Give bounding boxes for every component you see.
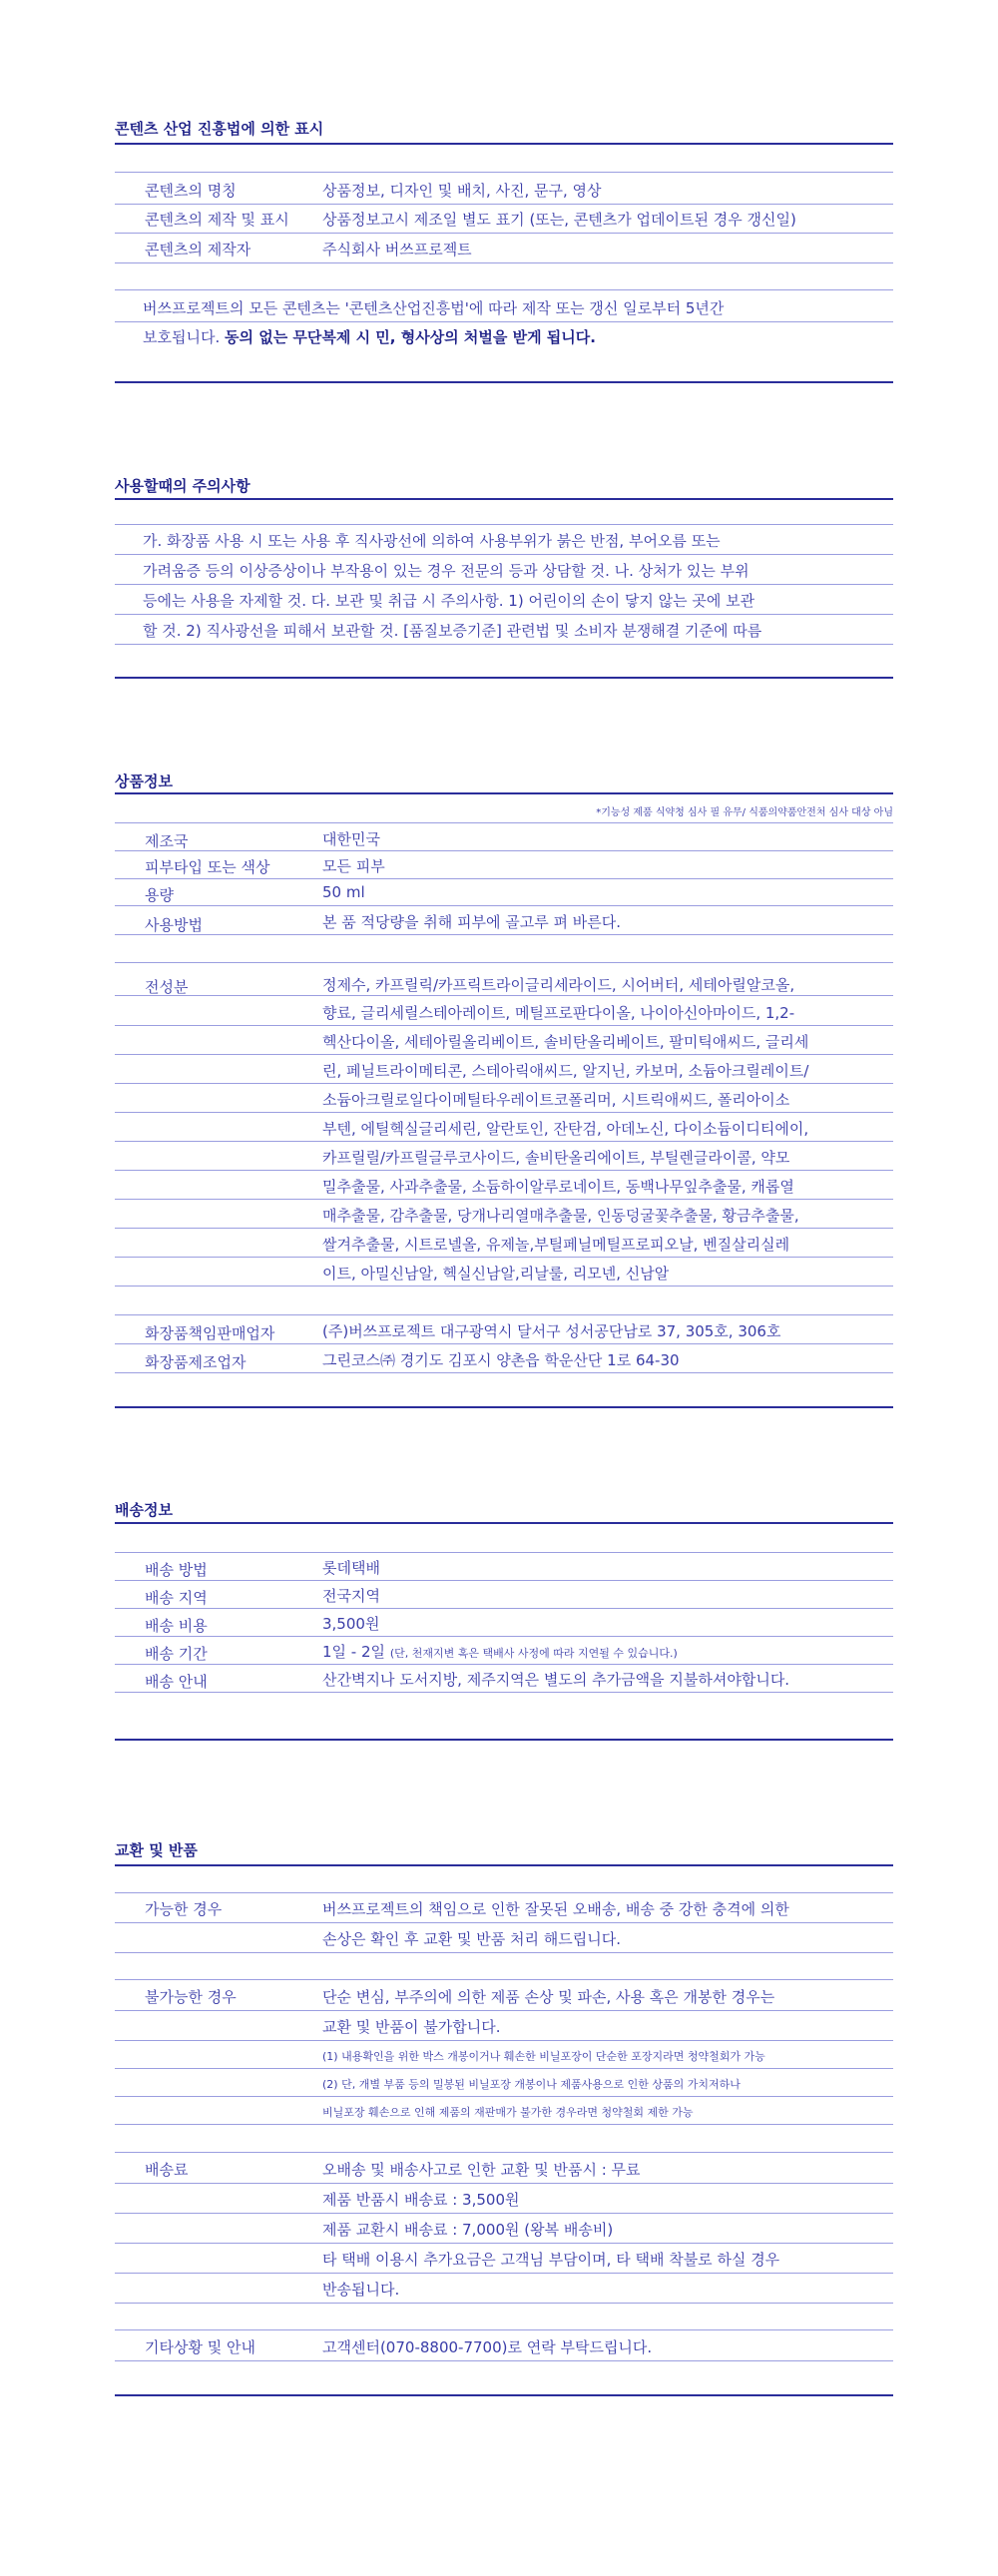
section-title: 배송정보 xyxy=(115,1501,173,1519)
divider xyxy=(115,614,893,615)
row-value: 단순 변심, 부주의에 의한 제품 손상 및 파손, 사용 혹은 개봉한 경우는 xyxy=(322,1988,775,2006)
divider xyxy=(115,233,893,234)
divider xyxy=(115,2243,893,2244)
shipping-period-note: (단, 천재지변 혹은 택배사 사정에 따라 지연될 수 있습니다.) xyxy=(389,1647,678,1660)
divider xyxy=(115,1083,893,1084)
row-value: 전국지역 xyxy=(322,1587,380,1605)
divider xyxy=(115,644,893,645)
divider xyxy=(115,2124,893,2125)
row-label: 불가능한 경우 xyxy=(145,1988,237,2006)
row-value: 손상은 확인 후 교환 및 반품 처리 해드립니다. xyxy=(322,1930,621,1948)
ingredient-line: 부텐, 에틸헥실글리세린, 알란토인, 잔탄검, 아데노신, 다이소듐이디티에이, xyxy=(322,1120,809,1138)
row-value: 교환 및 반품이 불가합니다. xyxy=(322,2018,501,2036)
ingredient-line: 매추출물, 감추출물, 당개나리열매추출물, 인동덩굴꽃추출물, 황금추출물, xyxy=(322,1207,799,1225)
divider xyxy=(115,2183,893,2184)
divider xyxy=(115,1112,893,1113)
row-value: 상품정보, 디자인 및 배치, 사진, 문구, 영상 xyxy=(322,182,602,200)
divider xyxy=(115,1552,893,1553)
divider xyxy=(115,381,893,383)
divider xyxy=(115,2068,893,2069)
divider xyxy=(115,2360,893,2361)
divider xyxy=(115,321,893,322)
divider xyxy=(115,850,893,851)
row-value: 고객센터(070-8800-7700)로 연락 부탁드립니다. xyxy=(322,2338,653,2356)
divider xyxy=(115,1372,893,1373)
row-value: 상품정보고시 제조일 별도 표기 (또는, 콘텐츠가 업데이트된 경우 갱신일) xyxy=(322,211,796,229)
caution-line: 가. 화장품 사용 시 또는 사용 후 직사광선에 의하여 사용부위가 붉은 반점, 부어오름 또는 xyxy=(143,532,721,550)
divider xyxy=(115,1522,893,1524)
ingredient-line: 카프릴릴/카프릴글루코사이드, 솔비탄올리에이트, 부틸렌글라이콜, 약모 xyxy=(322,1149,790,1167)
impossible-note: (1) 내용확인을 위한 박스 개봉이거나 훼손한 비닐포장이 단순한 포장지라면 청약철회가 가능 xyxy=(322,2050,765,2063)
divider xyxy=(115,1739,893,1741)
row-value: 모든 피부 xyxy=(322,857,385,875)
row-value: (주)버쓰프로젝트 대구광역시 달서구 성서공단남로 37, 305호, 306호 xyxy=(322,1322,781,1340)
divider xyxy=(115,1952,893,1953)
row-label: 배송료 xyxy=(145,2161,189,2179)
divider xyxy=(115,1257,893,1258)
ingredient-line: 이트, 아밀신남알, 헥실신남알,리날룰, 리모넨, 신남알 xyxy=(322,1265,670,1283)
divider xyxy=(115,995,893,996)
row-value: 제품 반품시 배송료 : 3,500원 xyxy=(322,2191,520,2209)
row-label: 화장품책임판매업자 xyxy=(145,1324,275,1342)
divider xyxy=(115,2010,893,2011)
divider xyxy=(115,172,893,173)
row-value: 타 택배 이용시 추가요금은 고객님 부담이며, 타 택배 착불로 하실 경우 xyxy=(322,2251,780,2269)
row-label: 사용방법 xyxy=(145,916,203,934)
divider xyxy=(115,878,893,879)
divider xyxy=(115,1025,893,1026)
divider xyxy=(115,1979,893,1980)
divider xyxy=(115,1692,893,1693)
divider xyxy=(115,1170,893,1171)
row-value: 1일 - 2일 (단, 천재지변 혹은 택배사 사정에 따라 지연될 수 있습니다.) xyxy=(322,1643,678,1661)
ingredient-line: 헥산다이올, 세테아릴올리베이트, 솔비탄올리베이트, 팔미틱애씨드, 글리세 xyxy=(322,1033,809,1051)
row-value: 제품 교환시 배송료 : 7,000원 (왕복 배송비) xyxy=(322,2221,614,2239)
divider xyxy=(115,1286,893,1287)
ingredient-line: 밀추출물, 사과추출물, 소듐하이알루로네이트, 동백나무잎추출물, 캐롭열 xyxy=(322,1178,794,1196)
divider xyxy=(115,677,893,679)
divider xyxy=(115,1314,893,1315)
row-label: 가능한 경우 xyxy=(145,1900,223,1918)
divider xyxy=(115,2213,893,2214)
divider xyxy=(115,1343,893,1344)
divider xyxy=(115,289,893,290)
divider xyxy=(115,524,893,525)
divider xyxy=(115,2329,893,2330)
divider xyxy=(115,822,893,823)
row-value: 버쓰프로젝트의 책임으로 인한 잘못된 오배송, 배송 중 강한 충격에 의한 xyxy=(322,1900,789,1918)
row-label: 기타상황 및 안내 xyxy=(145,2338,255,2356)
impossible-note: (2) 단, 개별 부품 등의 밀봉된 비닐포장 개봉이나 제품사용으로 인한 상품의 가치저하나 xyxy=(322,2078,741,2091)
row-value: 오배송 및 배송사고로 인한 교환 및 반품시 : 무료 xyxy=(322,2161,641,2179)
row-value: 본 품 적당량을 취해 피부에 골고루 펴 바른다. xyxy=(322,913,621,931)
caution-line: 가려움증 등의 이상증상이나 부작용이 있는 경우 전문의 등과 상담할 것. 나. 상처가 있는 부위 xyxy=(143,562,749,580)
row-value: 3,500원 xyxy=(322,1615,380,1633)
row-label: 콘텐츠의 명칭 xyxy=(145,182,237,200)
divider xyxy=(115,1141,893,1142)
divider xyxy=(115,204,893,205)
row-value: 대한민국 xyxy=(322,830,380,848)
row-value: 반송됩니다. xyxy=(322,2281,400,2299)
row-label: 배송 기간 xyxy=(145,1645,208,1663)
divider xyxy=(115,1228,893,1229)
caution-line: 등에는 사용을 자제할 것. 다. 보관 및 취급 시 주의사항. 1) 어린이의 손이 닿지 않는 곳에 보관 xyxy=(143,592,755,610)
row-label: 콘텐츠의 제작자 xyxy=(145,241,251,258)
divider xyxy=(115,584,893,585)
divider xyxy=(115,2394,893,2396)
section-title: 교환 및 반품 xyxy=(115,1841,198,1859)
row-label: 피부타입 또는 색상 xyxy=(145,858,270,876)
row-label: 배송 안내 xyxy=(145,1673,208,1691)
ingredient-line: 소듐아크릴로일다이메틸타우레이트코폴리머, 시트릭애씨드, 폴리아이소 xyxy=(322,1091,790,1109)
row-value: 롯데택배 xyxy=(322,1559,380,1577)
divider xyxy=(115,143,893,145)
ingredient-line: 정제수, 카프릴릭/카프릭트라이글리세라이드, 시어버터, 세테아릴알코올, xyxy=(322,976,795,994)
row-label: 용량 xyxy=(145,886,174,904)
ingredient-line: 린, 페닐트라이메티콘, 스테아릭애씨드, 알지닌, 카보머, 소듐아크릴레이트/ xyxy=(322,1062,809,1080)
notice-line: 보호됩니다. 동의 없는 무단복제 시 민, 형사상의 처벌을 받게 됩니다. xyxy=(143,328,596,346)
ingredient-line: 향료, 글리세릴스테아레이트, 메틸프로판다이올, 나이아신아마이드, 1,2- xyxy=(322,1004,795,1022)
notice-bold: 동의 없는 무단복제 시 민, 형사상의 처벌을 받게 됩니다. xyxy=(225,328,596,346)
row-label: 배송 비용 xyxy=(145,1617,208,1635)
caution-line: 할 것. 2) 직사광선을 피해서 보관할 것. [품질보증기준] 관련법 및 소비자 분쟁해결 기준에 따름 xyxy=(143,622,762,640)
section-title: 사용할때의 주의사항 xyxy=(115,477,250,495)
divider xyxy=(115,1892,893,1893)
divider xyxy=(115,498,893,500)
divider xyxy=(115,2096,893,2097)
row-label: 제조국 xyxy=(145,832,189,850)
divider xyxy=(115,934,893,935)
divider xyxy=(115,1636,893,1637)
divider xyxy=(115,1406,893,1408)
divider xyxy=(115,1580,893,1581)
section-title: 상품정보 xyxy=(115,773,173,790)
section-title: 콘텐츠 산업 진흥법에 의한 표시 xyxy=(115,120,324,138)
divider xyxy=(115,1608,893,1609)
divider xyxy=(115,1199,893,1200)
row-value: 50 ml xyxy=(322,883,365,901)
divider xyxy=(115,2273,893,2274)
notice-line: 버쓰프로젝트의 모든 콘텐츠는 '콘텐츠산업진흥법'에 따라 제작 또는 갱신 일로부터 5년간 xyxy=(143,299,725,317)
divider xyxy=(115,905,893,906)
row-label: 배송 방법 xyxy=(145,1561,208,1579)
impossible-note: 비닐포장 훼손으로 인해 제품의 재판매가 불가한 경우라면 청약철회 제한 가능 xyxy=(322,2106,694,2119)
divider xyxy=(115,962,893,963)
divider xyxy=(115,1054,893,1055)
divider xyxy=(115,2040,893,2041)
row-value: 산간벽지나 도서지방, 제주지역은 별도의 추가금액을 지불하셔야합니다. xyxy=(322,1671,790,1689)
product-note: *기능성 제품 식약청 심사 필 유무/ 식품의약품안전처 심사 대상 아님 xyxy=(596,807,893,818)
divider xyxy=(115,1664,893,1665)
row-value: 그린코스㈜ 경기도 김포시 양촌읍 학운산단 1로 64-30 xyxy=(322,1351,680,1369)
ingredients-label: 전성분 xyxy=(145,978,189,996)
divider xyxy=(115,2303,893,2304)
divider xyxy=(115,554,893,555)
row-label: 콘텐츠의 제작 및 표시 xyxy=(145,211,289,229)
row-value: 주식회사 버쓰프로젝트 xyxy=(322,241,472,258)
divider xyxy=(115,792,893,794)
ingredient-line: 쌀겨추출물, 시트로넬올, 유제놀,부틸페닐메틸프로피오날, 벤질살리실레 xyxy=(322,1236,790,1254)
row-label: 화장품제조업자 xyxy=(145,1353,247,1371)
divider xyxy=(115,262,893,263)
divider xyxy=(115,2152,893,2153)
divider xyxy=(115,1922,893,1923)
divider xyxy=(115,1864,893,1866)
row-label: 배송 지역 xyxy=(145,1589,208,1607)
